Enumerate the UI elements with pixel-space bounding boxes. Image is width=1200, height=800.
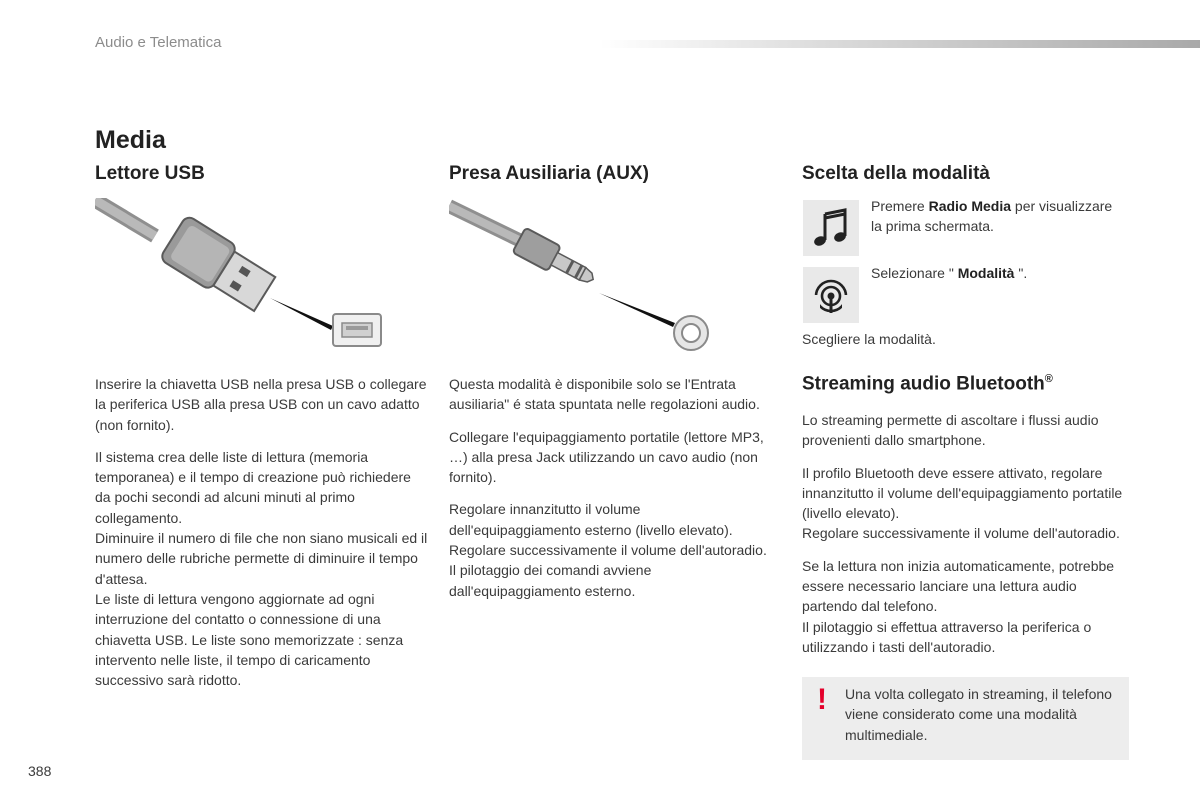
bluetooth-paragraph: Lo streaming permette di ascoltare i flussi audio provenienti dallo smartphone. <box>802 412 1099 449</box>
aux-paragraph: Regolare successivamente il volume dell'autoradio. <box>449 542 767 559</box>
bluetooth-paragraph: Regolare successivamente il volume dell'autoradio. <box>802 525 1120 542</box>
music-note-icon <box>803 200 859 256</box>
radio-media-label: Radio Media <box>928 198 1012 214</box>
radio-media-button <box>803 200 859 256</box>
mode-label: Modalità <box>957 265 1015 281</box>
jack-plug-icon <box>449 198 729 353</box>
mode-step-3: Scegliere la modalità. <box>802 331 936 347</box>
warning-note <box>802 677 1129 760</box>
radio-signal-icon <box>803 267 859 323</box>
usb-paragraph: Diminuire il numero di file che non siano musicali ed il numero delle rubriche permette di diminuire il tempo d'attesa. <box>95 530 428 587</box>
aux-heading: Presa Ausiliaria (AUX) <box>449 163 649 184</box>
aux-paragraph: Questa modalità è disponibile solo se l'Entrata ausiliaria" é stata spuntata nelle regolazioni audio. <box>449 376 760 413</box>
registered-mark: ® <box>1044 373 1053 385</box>
usb-text <box>95 374 430 702</box>
bluetooth-text <box>802 410 1132 669</box>
header-gradient-bar <box>600 40 1200 48</box>
usb-paragraph: Inserire la chiavetta USB nella presa USB o collegare la periferica USB alla presa USB con un cavo adatto (non fornito). <box>95 376 427 433</box>
mode-heading: Scelta della modalità <box>802 163 990 184</box>
bluetooth-paragraph: Se la lettura non inizia automaticamente, potrebbe essere necessario lanciare una lettura audio partendo dal telefono. <box>802 557 1115 615</box>
mode-step-2: Selezionare " Modalità ". <box>871 265 1028 281</box>
mode-step-1: Premere Radio Media per visualizzare la prima schermata. <box>871 198 1113 235</box>
aux-paragraph: Il pilotaggio dei comandi avviene dall'equipaggiamento esterno. <box>449 562 652 599</box>
usb-paragraph: Le liste di lettura vengono aggiornate ad ogni interruzione del contatto o connessione di una chiavetta USB. Le liste sono memorizzate : senza intervento nelle liste, il tempo di caricamento successivo sarà ridotto. <box>95 590 404 689</box>
warning-icon: ! <box>817 683 827 716</box>
warning-note-text: Una volta collegato in streaming, il telefono viene considerato come una modalità multimediale. <box>845 686 1112 743</box>
mode-button <box>803 267 859 323</box>
page-number: 388 <box>28 763 52 779</box>
page-title: Media <box>95 126 166 154</box>
aux-paragraph: Collegare l'equipaggiamento portatile (lettore MP3, …) alla presa Jack utilizzando un cavo audio (non fornito). <box>449 428 764 486</box>
usb-paragraph: Il sistema crea delle liste di lettura (memoria temporanea) e il tempo di creazione può richiedere da pochi secondi ad alcuni minuti al primo collegamento. <box>95 448 411 526</box>
bluetooth-heading: Streaming audio Bluetooth® <box>802 373 1053 395</box>
aux-text <box>449 374 774 613</box>
section-label: Audio e Telematica <box>95 34 222 51</box>
bluetooth-paragraph: Il pilotaggio si effettua attraverso la periferica o utilizzando i tasti dell'autoradio. <box>802 618 1092 655</box>
bluetooth-paragraph: Il profilo Bluetooth deve essere attivato, regolare innanzitutto il volume dell'equipaggiamento portatile (livello elevato). <box>802 464 1123 522</box>
usb-heading: Lettore USB <box>95 163 205 184</box>
usb-plug-icon <box>95 198 395 348</box>
aux-paragraph: Regolare innanzitutto il volume dell'equipaggiamento esterno (livello elevato). <box>449 501 733 538</box>
